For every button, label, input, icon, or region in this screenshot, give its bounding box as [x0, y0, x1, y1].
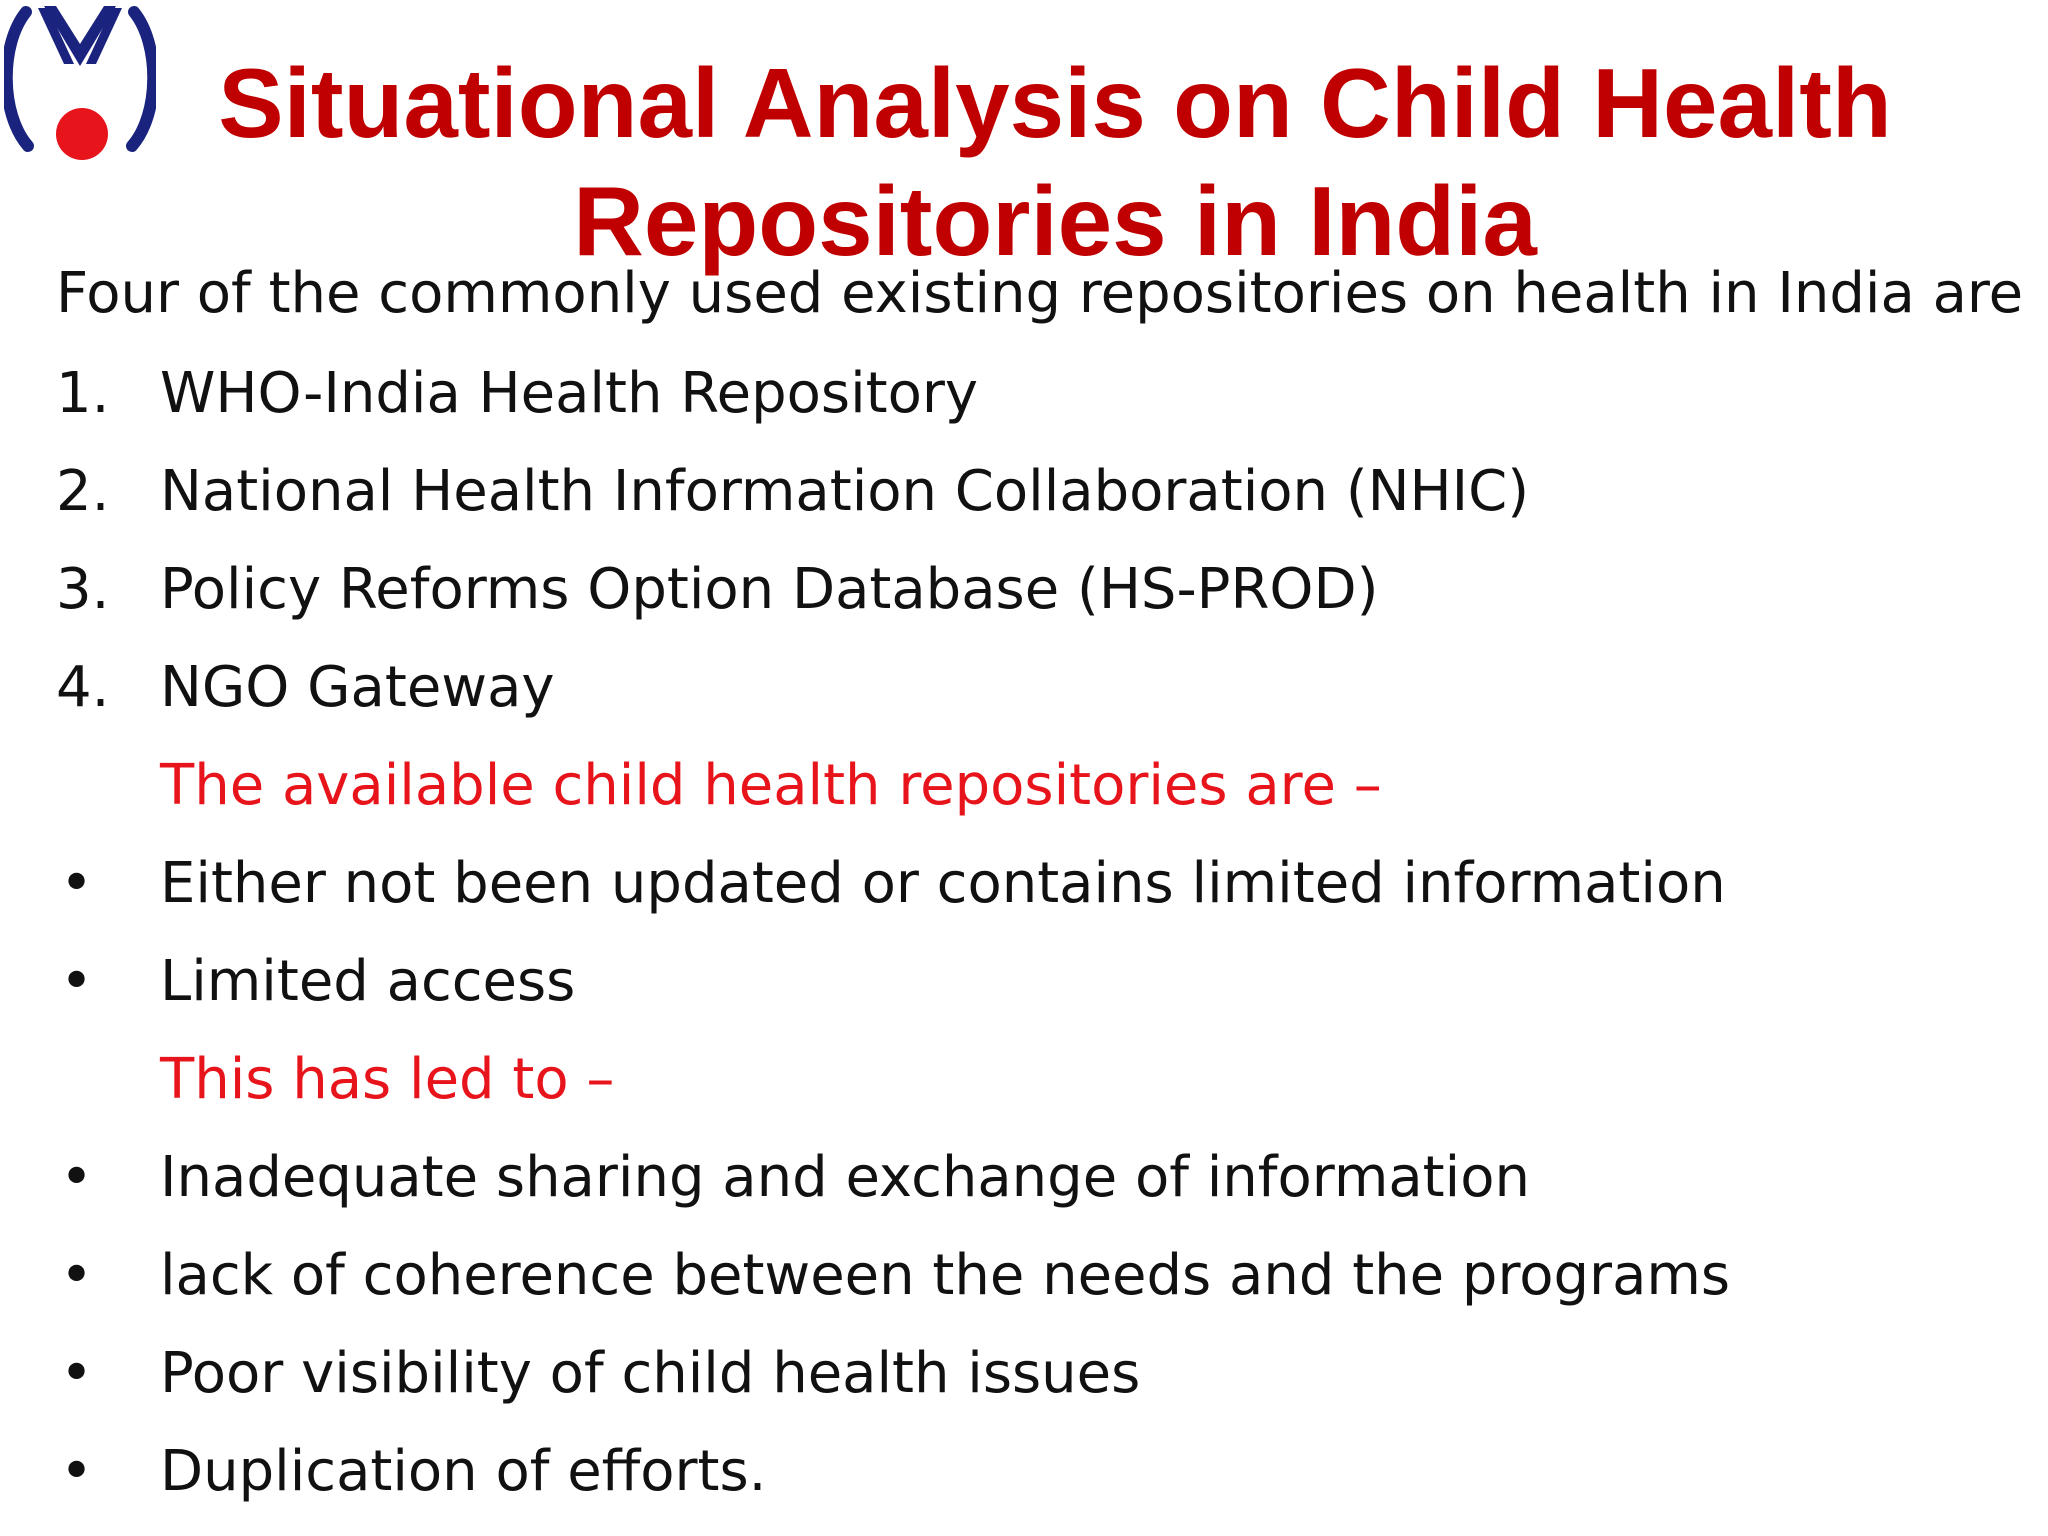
bullet-item — [0, 1236, 2048, 1316]
bullet-text: Either not been updated or contains limited information — [160, 851, 1726, 916]
slide-title: Situational Analysis on Child Health Repositories in India — [218, 48, 1892, 276]
intro-text: Four of the commonly used existing repositories on health in India are — [56, 261, 2024, 326]
bullet-text: Poor visibility of child health issues — [160, 1341, 1141, 1406]
list-item — [0, 648, 2048, 728]
list-item — [0, 452, 2048, 532]
list-item-text: WHO-India Health Repository — [160, 361, 979, 426]
subheading-repositories — [0, 746, 2048, 826]
list-number: 3. — [56, 557, 110, 622]
bullet-text: Duplication of efforts. — [160, 1439, 767, 1504]
list-item — [0, 550, 2048, 630]
bullet-item — [0, 1432, 2048, 1512]
bullet-item — [0, 942, 2048, 1022]
bullet-text: Limited access — [160, 949, 576, 1014]
bullet-item — [0, 844, 2048, 924]
bullet-icon: • — [60, 949, 94, 1014]
bullet-item — [0, 1138, 2048, 1218]
subheading-text: This has led to – — [160, 1047, 615, 1112]
list-item-text: NGO Gateway — [160, 655, 555, 720]
bullet-text: lack of coherence between the needs and the programs — [160, 1243, 1731, 1308]
bullet-icon: • — [60, 1341, 94, 1406]
bullet-icon: • — [60, 1243, 94, 1308]
bullet-item — [0, 1334, 2048, 1414]
bullet-icon: • — [60, 1439, 94, 1504]
list-number: 1. — [56, 361, 110, 426]
list-item-text: Policy Reforms Option Database (HS-PROD) — [160, 557, 1379, 622]
subheading-consequences — [0, 1040, 2048, 1120]
organization-logo-icon — [4, 4, 156, 162]
list-number: 4. — [56, 655, 110, 720]
bullet-icon: • — [60, 851, 94, 916]
list-number: 2. — [56, 459, 110, 524]
subheading-text: The available child health repositories are – — [160, 753, 1382, 818]
bullet-icon: • — [60, 1145, 94, 1210]
list-item-text: National Health Information Collaboration (NHIC) — [160, 459, 1530, 524]
list-item — [0, 354, 2048, 434]
bullet-text: Inadequate sharing and exchange of information — [160, 1145, 1530, 1210]
